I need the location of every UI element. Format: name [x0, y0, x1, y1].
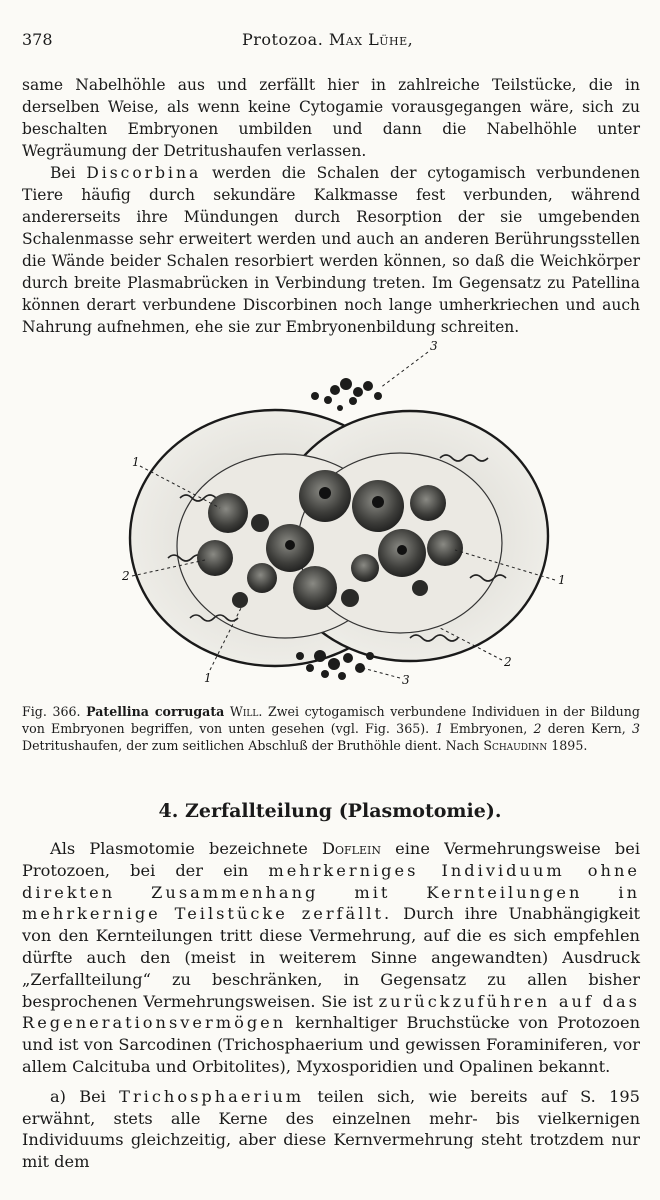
caption-text-1: Zwei cytogamisch verbundene Individuen in der Bildung von Embryonen begriffen, von unten gesehen (vgl. Fig. 365). — [22, 704, 640, 736]
paragraph-trichosphaerium — [22, 1086, 640, 1173]
plasmotomie-part-3: Durch ihre Unabhängigkeit von den Kernteilungen tritt diese Vermehrung, auf die es sich empfehlen dürfte auch den (meist in weiterem Sinne angewandten) Ausdruck „Zerfallteilung“ zu beschränken, in Gegensatz zu allen bisher besprochenen Vermehrungsweisen. Sie ist — [22, 904, 641, 1011]
figure-caption — [22, 703, 640, 754]
caption-text-detritus: Detritushaufen, der zum seitlichen Abschluß der Bruthöhle dient. Nach — [22, 738, 484, 753]
term-discorbina: Discorbina — [86, 164, 202, 182]
fig-label-right-lower: 2 — [504, 655, 512, 669]
top-text-block — [22, 74, 640, 338]
fig-label-bottom-right: 3 — [402, 673, 410, 687]
fig-label-top-right: 3 — [430, 339, 438, 353]
spaced-definition: mehrkerniges Individuum ohne direkten Zusammenhang mit Kernteilungen in mehrkernige Teilstücke zerfällt. — [22, 860, 640, 924]
running-author: Max Lühe, — [328, 30, 414, 49]
caption-num-3: 3 — [631, 721, 640, 736]
caption-fig-number: Fig. 366. — [22, 704, 81, 719]
paragraph-discorbina-after: werden die Schalen der cytogamisch verbundenen Tiere häufig durch sekundäre Kalkmasse fest verbunden, während andererseits ihre Mündungen durch Resorption der sie umgebenden Schalenmasse sehr erweitert werden und auch an anderen Berührungsstellen die Wände beider Schalen resorbiert werden können, so daß die Weichkörper durch breite Plasmabrücken in Verbindung treten. Im Gegensatz zu Patellina können derart verbundene Discorbinen noch lange umherkriechen und auch Nahrung aufnehmen, ehe sie zur Embryonenbildung schreiten. — [22, 164, 641, 336]
running-title-text: Protozoa. — [242, 30, 324, 49]
caption-year: 1895. — [547, 738, 588, 753]
fig-label-left-upper: 1 — [132, 455, 140, 469]
plasmotomie-part-1: Als Plasmotomie bezeichnete — [50, 839, 323, 858]
figure-366-illustration — [110, 338, 570, 688]
caption-species: Patellina corrugata — [86, 704, 225, 719]
running-title — [242, 30, 413, 49]
caption-authority: Will. — [229, 704, 263, 719]
caption-source: Schaudinn — [483, 738, 548, 753]
trichosphaerium-part-2: teilen sich, wie bereits auf S. 195 erwähnt, stets alle Kerne des einzelnen mehr- bis vielkernigen Individuums gleichzeitig, aber diese Kernvermehrung steht trotzdem nur mit dem — [22, 1086, 640, 1172]
trichosphaerium-part-1: a) Bei — [50, 1086, 120, 1106]
paragraph-discorbina — [22, 162, 640, 338]
page-header — [22, 30, 640, 52]
fig-label-left-middle: 2 — [122, 569, 130, 583]
main-text-block — [22, 838, 640, 1173]
term-trichosphaerium: Trichosphaerium — [119, 1086, 305, 1106]
plasmotomie-part-2: eine Vermehrungsweise bei Protozoen, bei der ein — [22, 839, 641, 880]
caption-text-nucleus: deren Kern, — [541, 721, 632, 736]
fig-label-right-middle: 1 — [558, 573, 566, 587]
fig-label-bottom-left: 1 — [204, 671, 212, 685]
caption-num-2: 2 — [533, 721, 542, 736]
spaced-regeneration: zurückzuführen auf das Regenerationsvermögen — [22, 991, 640, 1033]
plasmotomie-part-4: kernhaltiger Bruchstücke von Protozoen und ist von Sarcodinen (Trichosphaerium und gewissen Foraminiferen, vor allem Calcituba und Orbitolites), Myxosporidien und Opalinen bekannt. — [22, 1013, 640, 1076]
section-title: 4. Zerfallteilung (Plasmotomie). — [158, 800, 502, 822]
name-doflein: Doflein — [322, 839, 381, 858]
caption-text-embryos: Embryonen, — [443, 721, 534, 736]
detritus-top — [311, 378, 382, 411]
paragraph-continued: same Nabelhöhle aus und zerfällt hier in zahlreiche Teilstücke, die in derselben Weise, als wenn keine Cytogamie vorausgegangen wäre, sich zu beschalten Embryonen umbilden und dann die Nabelhöhle unter Wegräumung der Detritushaufen verlassen. — [22, 76, 640, 160]
page-number: 378 — [22, 30, 53, 49]
caption-num-1: 1 — [435, 721, 444, 736]
paragraph-discorbina-before: Bei — [50, 164, 87, 182]
paragraph-plasmotomie — [22, 838, 640, 1078]
